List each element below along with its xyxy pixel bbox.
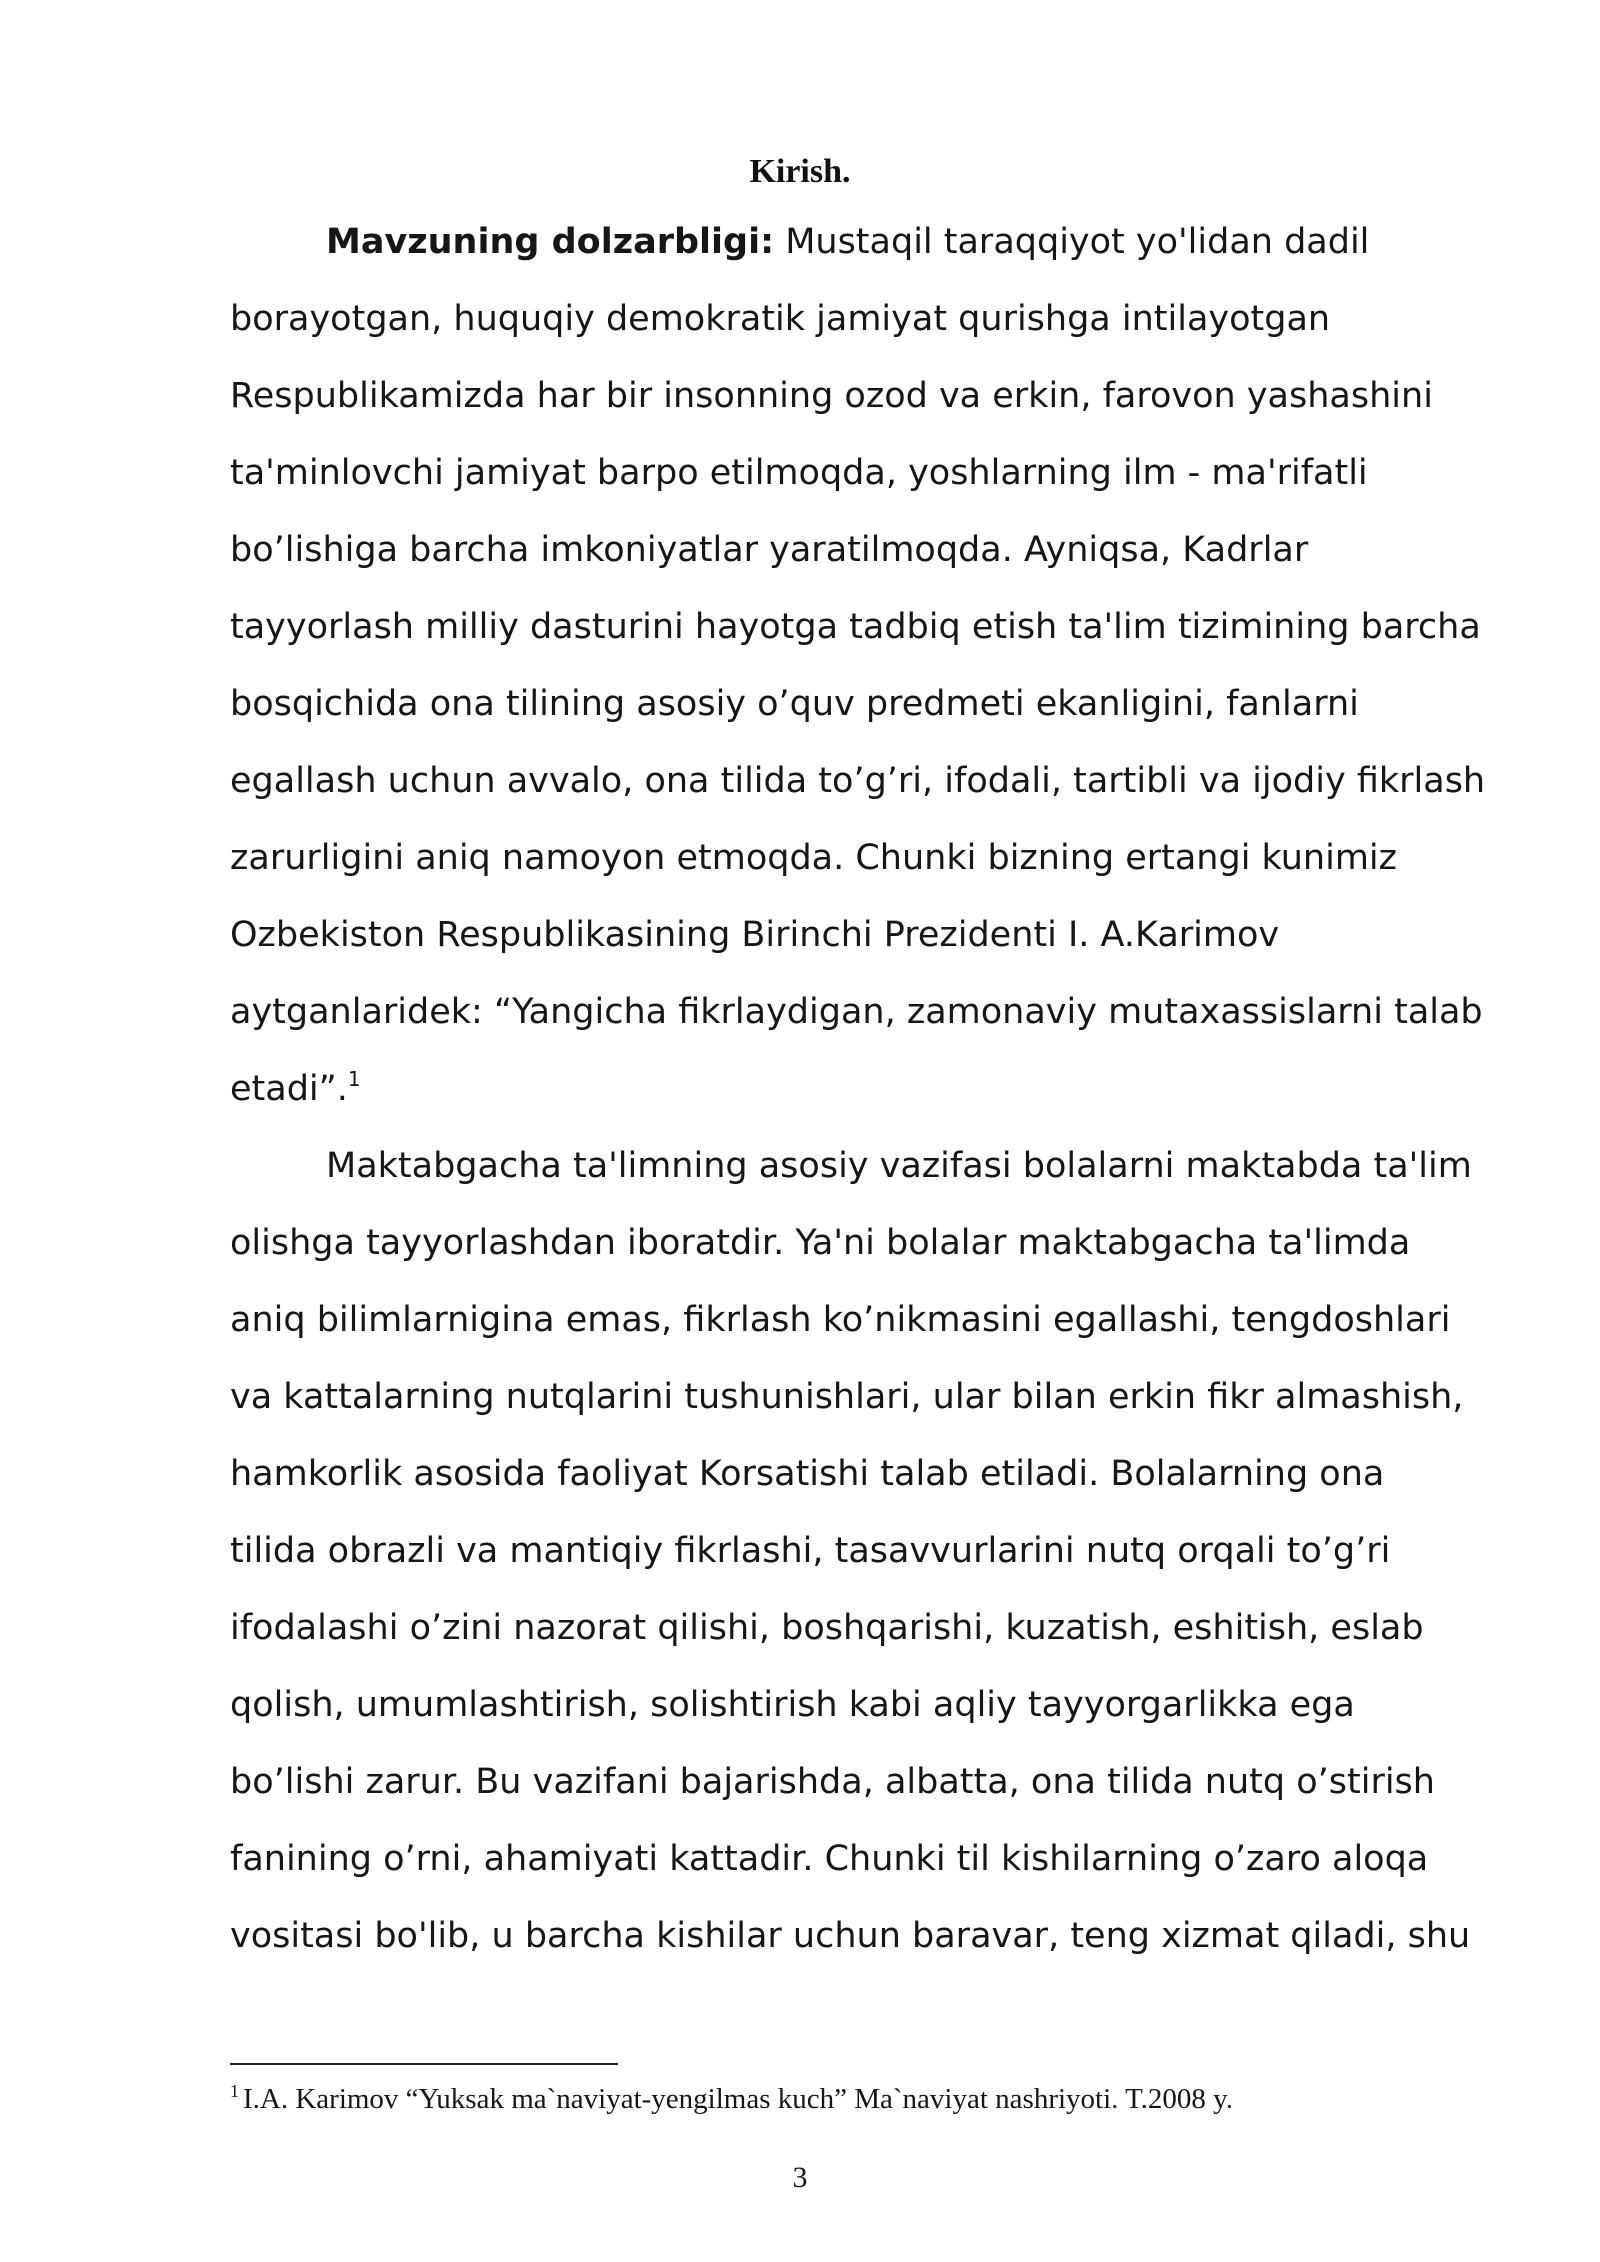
text-line: ifodalashi o’zini nazorat qilishi, boshqarishi, kuzatish, eshitish, eslab — [230, 1608, 1424, 1648]
page-number: 3 — [792, 2161, 808, 2194]
text-line: olishga tayyorlashdan iboratdir. Ya'ni bolalar maktabgacha ta'limda — [230, 1223, 1411, 1263]
text-line: vositasi bo'lib, u barcha kishilar uchun baravar, teng xizmat qiladi, shu — [230, 1916, 1471, 1956]
text-line: tilida obrazli va mantiqiy fikrlashi, tasavvurlarini nutq orqali to’g’ri — [230, 1531, 1391, 1571]
text-line: va kattalarning nutqlarini tushunishlari, ular bilan erkin fikr almashish, — [230, 1377, 1464, 1417]
text-line — [230, 1067, 361, 1111]
text-line: borayotgan, huquqiy demokratik jamiyat qurishga intilayotgan — [230, 299, 1331, 339]
text-line: zarurligini aniq namoyon etmoqda. Chunki bizning ertangi kunimiz — [230, 838, 1398, 878]
text-line: Respublikamizda har bir insonning ozod va erkin, farovon yashashini — [230, 376, 1433, 416]
footnote-separator — [230, 2063, 618, 2065]
text-line-content: Mustaqil taraqqiyot yo'lidan dadil — [774, 222, 1370, 262]
text-line: Maktabgacha ta'limning asosiy vazifasi bolalarni maktabda ta'lim — [326, 1146, 1472, 1186]
text-line: ta'minlovchi jamiyat barpo etilmoqda, yoshlarning ilm - ma'rifatli — [230, 453, 1368, 493]
footnote-reference[interactable]: 1 — [347, 1067, 361, 1091]
text-line — [326, 220, 1369, 264]
text-line: tayyorlash milliy dasturini hayotga tadbiq etish ta'lim tizimining barcha — [230, 607, 1481, 647]
footnote-text: I.A. Karimov “Yuksak ma`naviyat-yengilmas kuch” Ma`naviyat nashriyoti. T.2008 y. — [243, 2083, 1234, 2115]
text-line: aytganlaridek: “Yangicha fikrlaydigan, zamonaviy mutaxassislarni talab — [230, 992, 1483, 1032]
text-line: qolish, umumlashtirish, solishtirish kabi aqliy tayyorgarlikka ega — [230, 1685, 1355, 1725]
footnote — [230, 2081, 1233, 2117]
paragraph-lead: Mavzuning dolzarbligi: — [326, 222, 775, 262]
text-line: hamkorlik asosida faoliyat Korsatishi talab etiladi. Bolalarning ona — [230, 1454, 1385, 1494]
text-line: aniq bilimlarnigina emas, fikrlash ko’nikmasini egallashi, tengdoshlari — [230, 1300, 1451, 1340]
footnote-number: 1 — [230, 2081, 239, 2101]
text-line: egallash uchun avvalo, ona tilida to’g’ri, ifodali, tartibli va ijodiy fikrlash — [230, 761, 1486, 801]
section-heading: Kirish. — [749, 153, 851, 190]
text-line: bo’lishi zarur. Bu vazifani bajarishda, albatta, ona tilida nutq o’stirish — [230, 1762, 1435, 1802]
text-line: bo’lishiga barcha imkoniyatlar yaratilmoqda. Ayniqsa, Kadrlar — [230, 530, 1309, 570]
text-line-content: etadi”. — [230, 1069, 348, 1109]
text-line: Ozbekiston Respublikasining Birinchi Prezidenti I. A.Karimov — [230, 915, 1280, 955]
text-line: bosqichida ona tilining asosiy o’quv predmeti ekanligini, fanlarni — [230, 684, 1359, 724]
text-line: fanining o’rni, ahamiyati kattadir. Chunki til kishilarning o’zaro aloqa — [230, 1839, 1429, 1879]
